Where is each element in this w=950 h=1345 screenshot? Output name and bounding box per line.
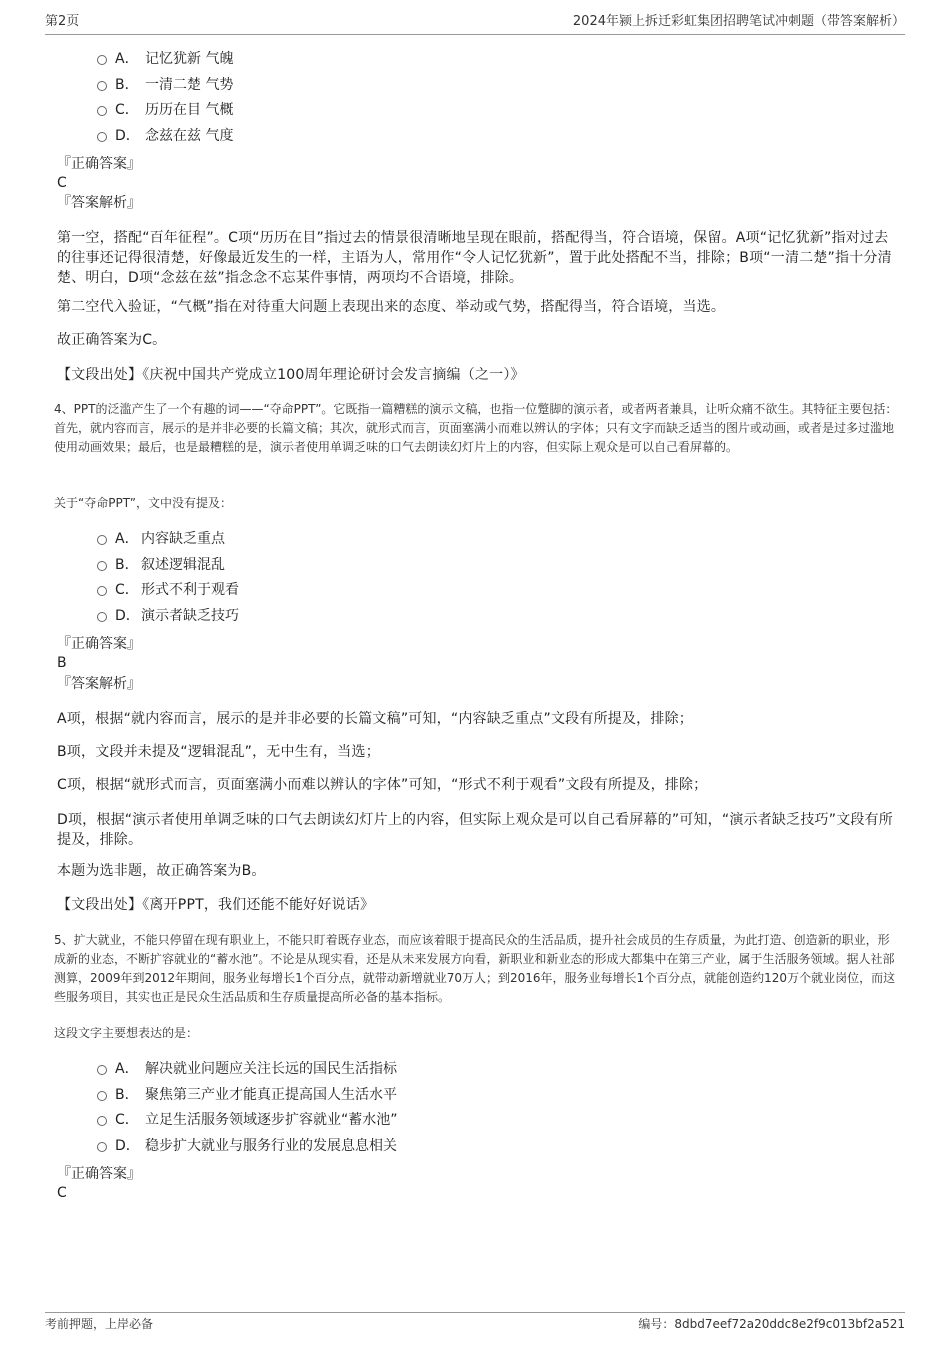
q4-analysis-paragraph: D项，根据“演示者使用单调乏味的口气去朗读幻灯片上的内容，但实际上观众是可以自己看屏幕的”可知，“演示者缺乏技巧”文段有所提及，排除。: [57, 812, 893, 848]
q4-option-d[interactable]: D．演示者缺乏技巧: [97, 606, 239, 626]
q4-option-c[interactable]: C． 形式不利于观看: [97, 580, 239, 600]
radio-icon[interactable]: [97, 561, 107, 571]
q3-analysis-label: 『答案解析』: [57, 195, 141, 211]
q3-option-d[interactable]: D． 念兹在兹 气度: [97, 126, 233, 146]
q3-option-a[interactable]: A． 记忆犹新 气魄: [97, 49, 233, 69]
q4-option-a[interactable]: A． 内容缺乏重点: [97, 529, 225, 549]
q4-analysis-paragraph: B项，文段并未提及“逻辑混乱”，无中生有，当选；: [57, 744, 380, 760]
radio-icon[interactable]: [97, 535, 107, 545]
radio-icon[interactable]: [97, 106, 107, 116]
q4-analysis-paragraph: C项，根据“就形式而言，页面塞满小而难以辨认的字体”可知，“形式不利于观看”文段有所提及，排除；: [57, 777, 708, 793]
page-number: 第2页: [45, 14, 80, 29]
footer-slogan: 考前押题，上岸必备: [45, 1317, 154, 1331]
q4-stem: 4、PPT的泛滥产生了一个有趣的词——“夺命PPT”。它既指一篇糟糕的演示文稿，也指一位蹩脚的演示者，或者两者兼具，让听众痛不欲生。其特征主要包括：首先，就内容而言，展示的是并非必要的长篇文稿；其次，就形式而言，页面塞满小而难以辨认的字体；只有文字而缺乏适当的图片或动画，或者是过多过滥地使用动画效果；最后，也是最糟糕的是，演示者使用单调乏味的口气去朗读幻灯片上的内容，但实际上观众是可以自己看屏幕的。: [54, 402, 898, 454]
q3-source: 【文段出处】《庆祝中国共产党成立100周年理论研讨会发言摘编（之一）》: [57, 367, 525, 383]
page-footer: [45, 1312, 905, 1333]
q4-analysis-label: 『答案解析』: [57, 676, 141, 692]
radio-icon[interactable]: [97, 586, 107, 596]
q5-stem: 5、扩大就业，不能只停留在现有职业上，不能只盯着既存业态，而应该着眼于提高民众的生活品质，提升社会成员的生存质量，为此打造、创造新的职业，形成新的业态，不断扩容就业的“蓄水池”。不论是从现实看，还是从未来发展方向看，新职业和新业态的形成大都集中在第三产业，属于生活服务领域。据人社部测算，2009年到2012年期间，服务业每增长1个百分点，就带动新增就业70万人；到2016年，服务业每增长1个百分点，就能创造约120万个就业岗位，而这些服务项目，其实也正是民众生活品质和生存质量提高所必备的基本指标。: [54, 933, 896, 1004]
q3-analysis-paragraph: 第一空，搭配“百年征程”。C项“历历在目”指过去的情景很清晰地呈现在眼前，搭配得当，符合语境，保留。A项“记忆犹新”指对过去的往事还记得很清楚，好像最近发生的一样，主语为人，常用作“令人记忆犹新”，置于此处搭配不当，排除；B项“一清二楚”指十分清楚、明白，D项“念兹在兹”指念念不忘某件事情，两项均不合语境，排除。: [57, 230, 892, 286]
q3-option-c[interactable]: C． 历历在目 气概: [97, 100, 233, 120]
page-header: [45, 12, 905, 35]
q4-source: 【文段出处】《离开PPT，我们还能不能好好说话》: [57, 897, 375, 913]
radio-icon[interactable]: [97, 55, 107, 65]
q5-answer: C: [57, 1185, 67, 1201]
q3-analysis-paragraph: 故正确答案为C。: [57, 332, 167, 348]
q4-option-b[interactable]: B． 叙述逻辑混乱: [97, 555, 225, 575]
q4-answer-label: 『正确答案』: [57, 636, 141, 652]
radio-icon[interactable]: [97, 81, 107, 91]
q3-answer: C: [57, 175, 67, 191]
q5-answer-label: 『正确答案』: [57, 1166, 141, 1182]
radio-icon[interactable]: [97, 132, 107, 142]
q5-option-b[interactable]: B． 聚焦第三产业才能真正提高国人生活水平: [97, 1085, 397, 1105]
radio-icon[interactable]: [97, 1091, 107, 1101]
q5-option-a[interactable]: A． 解决就业问题应关注长远的国民生活指标: [97, 1059, 397, 1079]
q5-option-c[interactable]: C． 立足生活服务领域逐步扩容就业“蓄水池”: [97, 1110, 398, 1130]
q4-answer: B: [57, 655, 67, 671]
q5-option-d[interactable]: D． 稳步扩大就业与服务行业的发展息息相关: [97, 1136, 397, 1156]
radio-icon[interactable]: [97, 612, 107, 622]
radio-icon[interactable]: [97, 1116, 107, 1126]
q4-analysis-paragraph: A项，根据“就内容而言，展示的是并非必要的长篇文稿”可知，“内容缺乏重点”文段有所提及，排除；: [57, 711, 693, 727]
q5-question: 这段文字主要想表达的是：: [54, 1026, 199, 1040]
radio-icon[interactable]: [97, 1065, 107, 1075]
q3-option-b[interactable]: B． 一清二楚 气势: [97, 75, 233, 95]
radio-icon[interactable]: [97, 1142, 107, 1152]
q4-question: 关于“夺命PPT”，文中没有提及：: [54, 496, 232, 510]
q4-analysis-paragraph: 本题为选非题，故正确答案为B。: [57, 863, 266, 879]
q3-analysis-paragraph: 第二空代入验证，“气概”指在对待重大问题上表现出来的态度、举动或气势，搭配得当，符合语境，当选。: [57, 299, 726, 315]
document-code: 编号：8dbd7eef72a20ddc8e2f9c013bf2a521: [638, 1317, 905, 1331]
document-title: 2024年颍上拆迁彩虹集团招聘笔试冲刺题（带答案解析）: [572, 14, 905, 29]
q3-answer-label: 『正确答案』: [57, 156, 141, 172]
